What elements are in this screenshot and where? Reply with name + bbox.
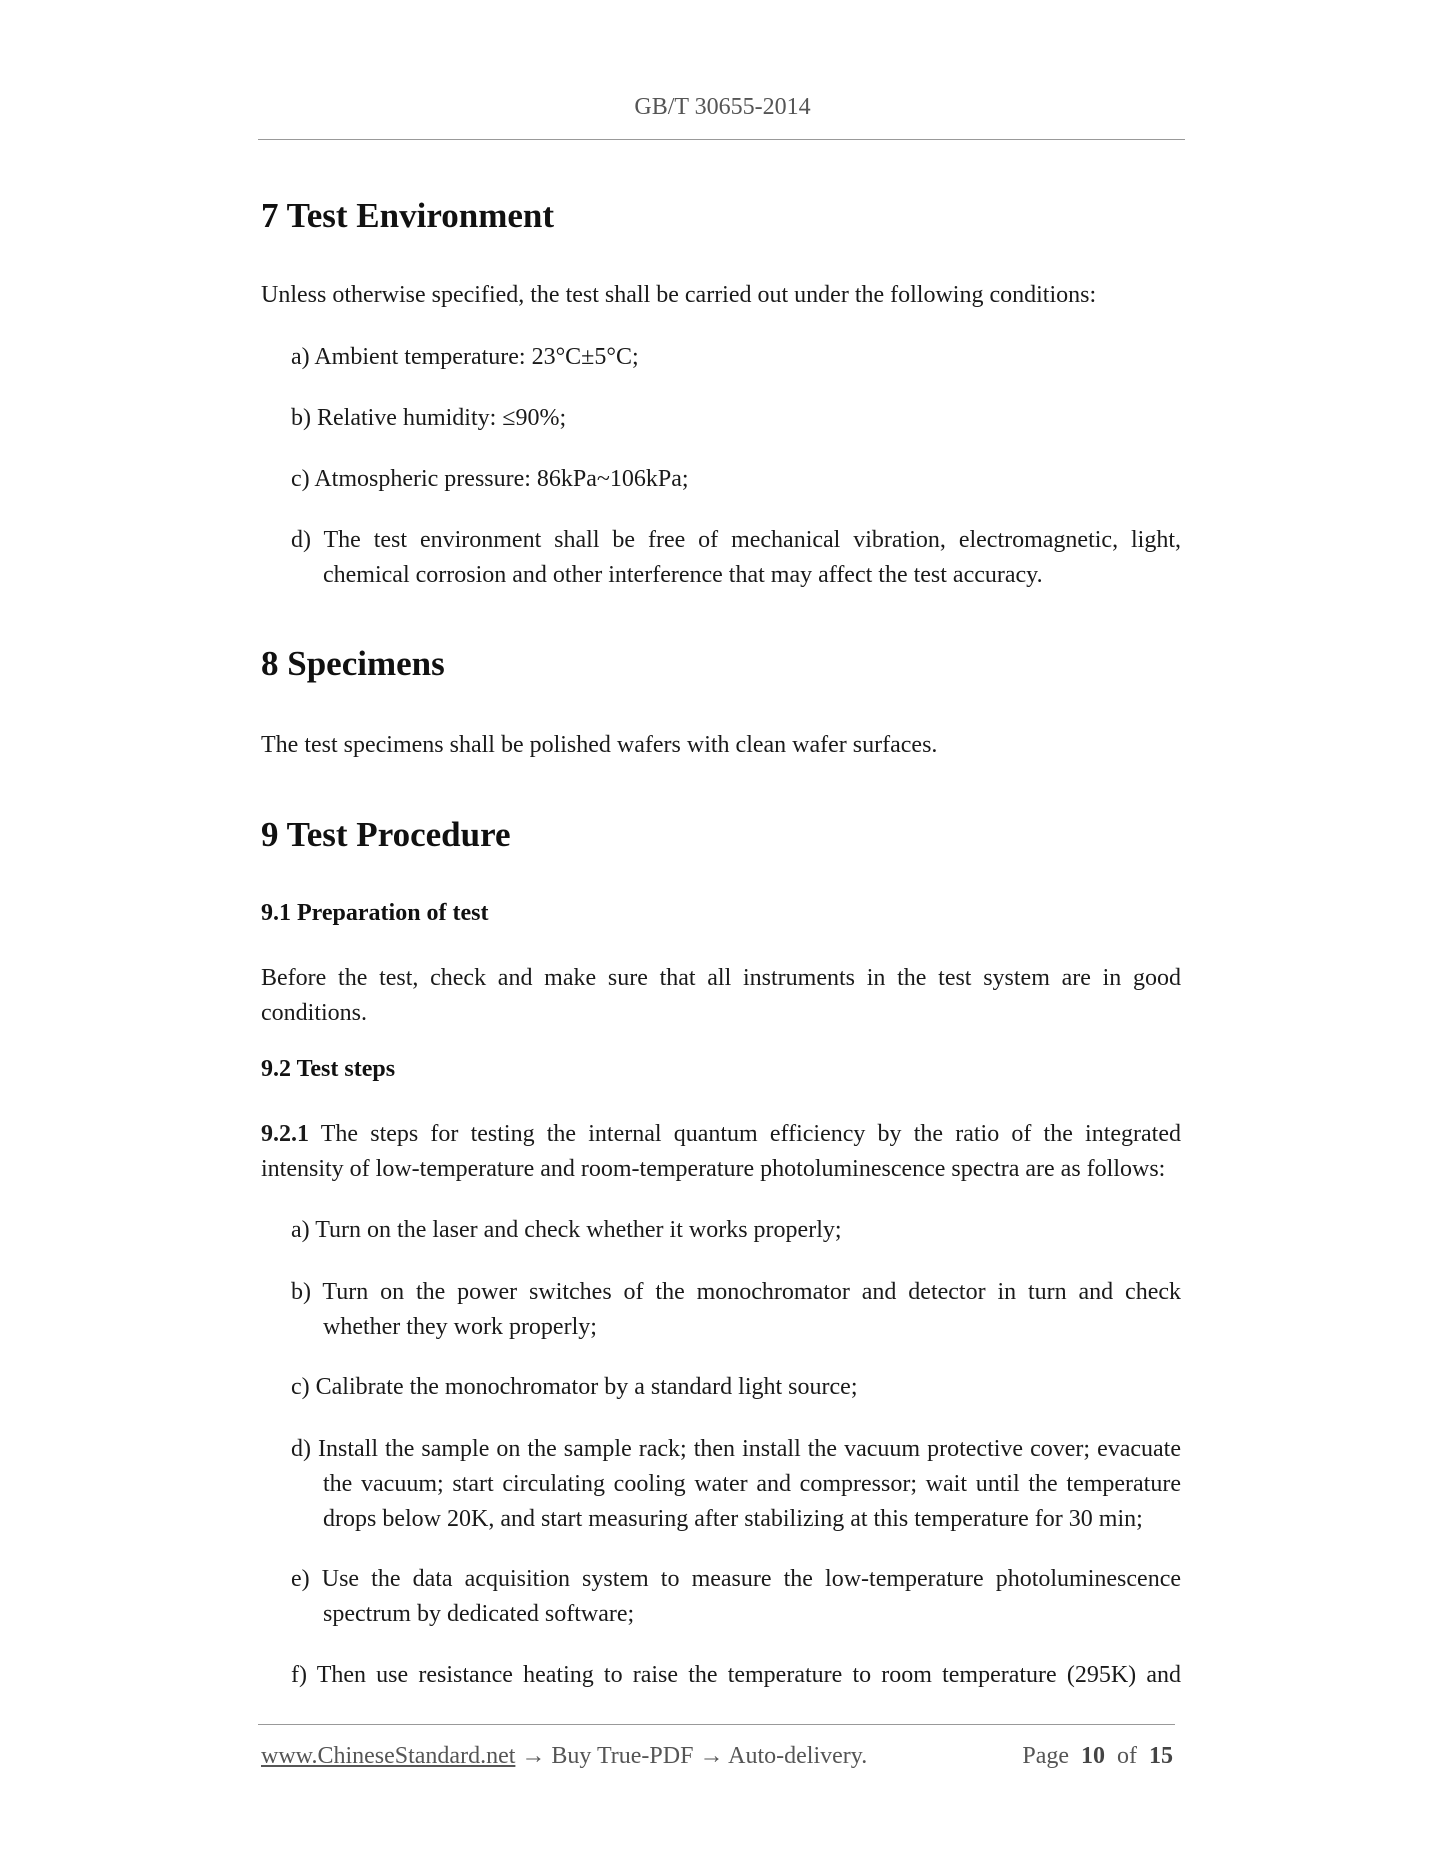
list-item: a) Turn on the laser and check whether it works properly;: [291, 1217, 842, 1243]
list-item: b) Relative humidity: ≤90%;: [291, 405, 567, 431]
section-8-intro: The test specimens shall be polished wafers with clean wafer surfaces.: [261, 732, 938, 758]
list-item: b) Turn on the power switches of the monochromator and detector in turn and check whether they work properly;: [291, 1279, 1181, 1340]
buy-true-pdf-link: Buy True-PDF: [551, 1743, 694, 1769]
section-8-heading: 8 Specimens: [261, 644, 445, 683]
arrow-right-icon: →: [521, 1743, 546, 1769]
subsection-9-1-text: Before the test, check and make sure that all instruments in the test system are in good conditions.: [261, 965, 1181, 1026]
section-9-heading: 9 Test Procedure: [261, 815, 511, 854]
clause-text: The steps for testing the internal quantum efficiency by the ratio of the integrated intensity of low-temperature and room-temperature photoluminescence spectra are as follows:: [261, 1121, 1181, 1182]
page-number: [1022, 1743, 1173, 1770]
list-item: c) Calibrate the monochromator by a standard light source;: [291, 1374, 858, 1400]
arrow-right-icon: →: [699, 1743, 724, 1769]
of-label: of: [1117, 1743, 1137, 1769]
clause-number: 9.2.1: [261, 1121, 309, 1147]
section-7-intro: Unless otherwise specified, the test shall be carried out under the following conditions:: [261, 282, 1097, 308]
website-link[interactable]: www.ChineseStandard.net: [261, 1743, 516, 1769]
page-total: 15: [1149, 1743, 1173, 1769]
list-item: f) Then use resistance heating to raise the temperature to room temperature (295K) and: [291, 1662, 1181, 1688]
list-item: a) Ambient temperature: 23°C±5°C;: [291, 344, 639, 370]
clause-9-2-1: [261, 1117, 1181, 1187]
footer-divider: [258, 1724, 1175, 1725]
list-item: e) Use the data acquisition system to measure the low-temperature photoluminescence spectrum by dedicated software;: [291, 1566, 1181, 1627]
list-item: d) The test environment shall be free of mechanical vibration, electromagnetic, light, chemical corrosion and other interference that may affect the test accuracy.: [291, 527, 1181, 588]
page-current: 10: [1081, 1743, 1105, 1769]
list-item: c) Atmospheric pressure: 86kPa~106kPa;: [291, 466, 689, 492]
page-label: Page: [1022, 1743, 1069, 1769]
list-item: d) Install the sample on the sample rack; then install the vacuum protective cover; evacuate the vacuum; start circulating cooling water and compressor; wait until the temperature drops below 20K, and start measuring after stabilizing at this temperature for 30 min;: [291, 1436, 1181, 1532]
header-divider: [258, 139, 1185, 140]
subsection-9-2-heading: 9.2 Test steps: [261, 1056, 396, 1082]
section-7-heading: 7 Test Environment: [261, 196, 555, 235]
auto-delivery-text: Auto-delivery.: [728, 1743, 868, 1769]
running-header: GB/T 30655-2014: [634, 94, 811, 120]
subsection-9-1-heading: 9.1 Preparation of test: [261, 900, 489, 926]
footer-promo: [261, 1743, 867, 1770]
